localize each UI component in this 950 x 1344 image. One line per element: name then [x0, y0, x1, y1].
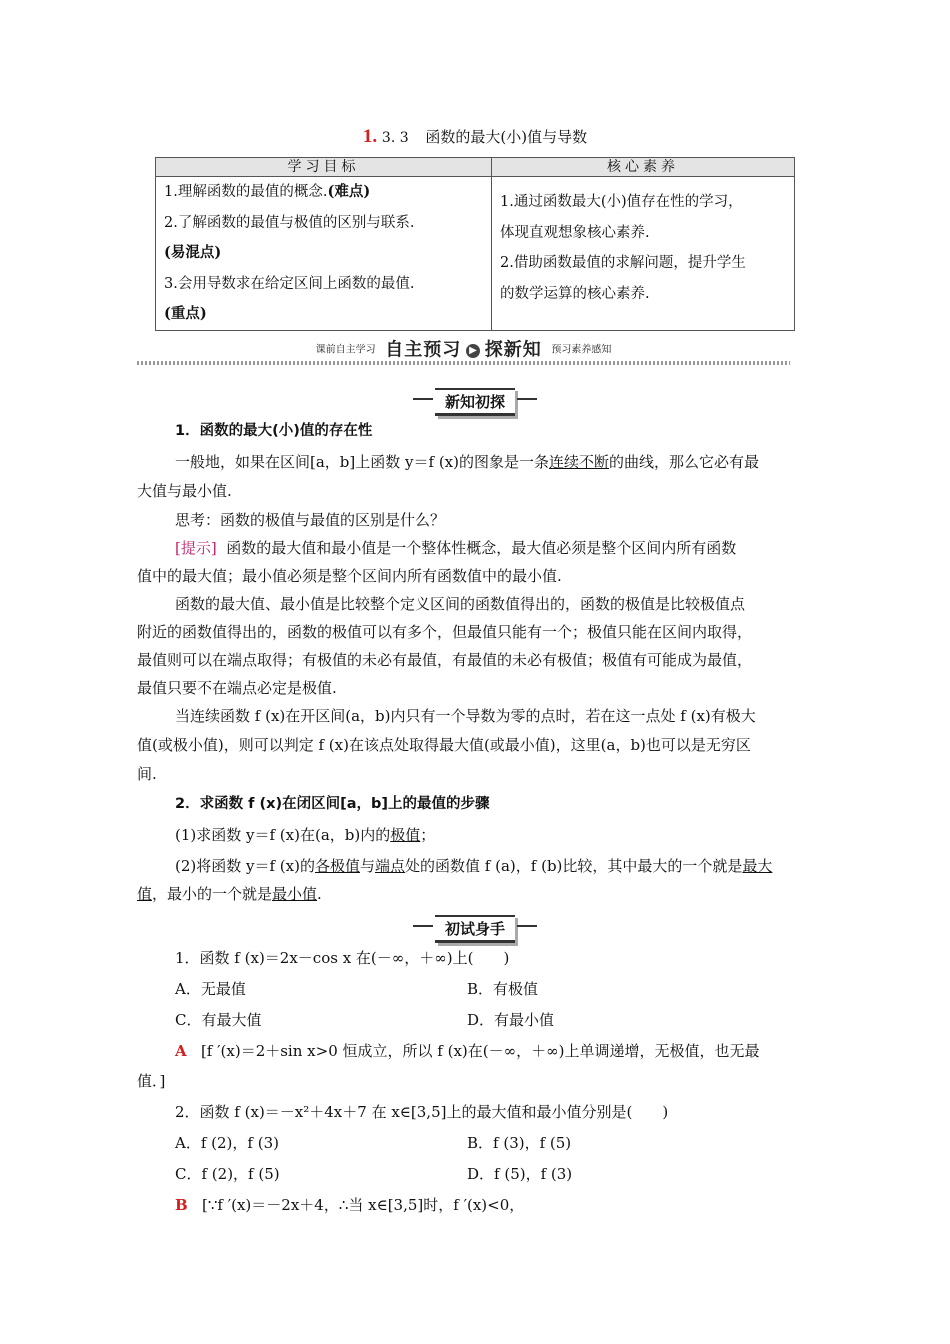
question-1-option-d: D．有最小值 — [467, 1011, 555, 1029]
heading-1: 1．函数的最大(小)值的存在性 — [175, 423, 373, 439]
heading-2: 2．求函数 f (x)在闭区间[a，b]上的最值的步骤 — [175, 796, 490, 812]
banner-title-right: 探新知 — [484, 339, 542, 361]
question-2-option-b: B．f (3)，f (5) — [467, 1134, 572, 1152]
goal-line: (重点) — [164, 305, 207, 322]
core-line: 1.通过函数最大(小)值存在性的学习， — [500, 194, 743, 210]
paragraph-line: 附近的函数值得出的，函数的极值可以有多个，但最值只能有一个；极值只能在区间内取得， — [137, 623, 753, 641]
question-1-option-b: B．有极值 — [467, 980, 539, 998]
goal-line: 1.理解函数的最值的概念.(难点) — [164, 183, 371, 200]
question-2-option-a: A．f (2)，f (3) — [175, 1134, 279, 1152]
core-line: 2.借助函数最值的求解问题，提升学生 — [500, 255, 746, 271]
question-1-explanation: A [f ′(x)＝2＋sin x>0 恒成立，所以 f (x)在(－∞，＋∞)上单调递增，无极值，也无最 — [175, 1042, 760, 1060]
question-1-option-a: A．无最值 — [175, 980, 246, 998]
goals-table — [155, 157, 795, 331]
paragraph-line: 值(或极小值)，则可以判定 f (x)在该点处取得最大值(或最小值)，这里(a，b)也可以是无穷区 — [137, 736, 751, 754]
banner-right-caption: 预习素养感知 — [551, 344, 612, 356]
goal-line: 2.了解函数的最值与极值的区别与联系. — [164, 214, 415, 231]
core-header: 核心素养 — [492, 158, 795, 177]
paragraph-line: 最值只要不在端点必定是极值. — [137, 679, 337, 697]
goal-line: 3.会用导数求在给定区间上函数的最值. — [164, 275, 415, 292]
paragraph-line: 函数的最大值、最小值是比较整个定义区间的函数值得出的，函数的极值是比较极值点 — [175, 595, 746, 613]
core-line: 的数学运算的核心素养. — [500, 285, 650, 302]
paragraph-line: 当连续函数 f (x)在开区间(a，b)内只有一个导数为零的点时，若在这一点处 f (x)有极大 — [175, 707, 756, 725]
question-2-option-d: D．f (5)，f (3) — [467, 1165, 573, 1183]
question-2-answer: B — [175, 1196, 188, 1214]
page-title — [0, 127, 950, 148]
section-tag-new-knowledge: 新知初探 — [0, 388, 950, 416]
banner-dotted-rule — [137, 361, 790, 365]
hint-line: 值中的最大值；最小值必须是整个区间内所有函数值中的最小值. — [137, 567, 562, 585]
paragraph-line: 大值与最小值. — [137, 482, 232, 500]
hint-label: [提示] — [175, 539, 217, 557]
paragraph-line: 间. — [137, 765, 157, 783]
think-question: 思考：函数的极值与最值的区别是什么？ — [175, 511, 446, 529]
arrow-icon: ▶ — [466, 344, 480, 358]
paragraph-line: 最值则可以在端点取得；有极值的未必有最值，有最值的未必有极值；极值有可能成为最值， — [137, 651, 753, 669]
question-2-option-c: C．f (2)，f (5) — [175, 1165, 280, 1183]
goals-cell — [156, 177, 492, 331]
step-line: (2)将函数 y＝f (x)的各极值与端点处的函数值 f (a)，f (b)比较，其中最大的一个就是最大 — [175, 857, 773, 875]
question-1-option-c: C．有最大值 — [175, 1011, 262, 1029]
goals-header: 学习目标 — [156, 158, 492, 177]
section-number: 3. 3 — [381, 130, 409, 146]
goal-line: (易混点) — [164, 244, 222, 261]
chapter-number: 1. — [362, 126, 378, 147]
question-2-explanation: B [∵f ′(x)＝－2x＋4，∴当 x∈[3,5]时，f ′(x)<0， — [175, 1196, 525, 1214]
banner-title-left: 自主预习 — [385, 339, 462, 361]
question-1-stem: 1．函数 f (x)＝2x－cos x 在(－∞，＋∞)上( ) — [175, 949, 510, 967]
banner-left-caption: 课前自主学习 — [315, 344, 376, 356]
title-text: 函数的最大(小)值与导数 — [425, 128, 588, 146]
step-line: (1)求函数 y＝f (x)在(a，b)内的极值； — [175, 826, 436, 844]
section-tag-try: 初试身手 — [0, 915, 950, 943]
paragraph-line: 一般地，如果在区间[a，b]上函数 y＝f (x)的图象是一条连续不断的曲线，那么它必有最 — [175, 453, 760, 471]
question-1-answer: A — [175, 1042, 187, 1060]
core-cell — [492, 177, 795, 331]
question-2-stem: 2．函数 f (x)＝－x²＋4x＋7 在 x∈[3,5]上的最大值和最小值分别是( ) — [175, 1103, 669, 1121]
hint-line: [提示] 函数的最大值和最小值是一个整体性概念，最大值必须是整个区间内所有函数 — [175, 539, 737, 557]
question-1-explanation-end: 值．] — [137, 1072, 166, 1090]
step-line: 值，最小的一个就是最小值. — [137, 885, 322, 903]
core-line: 体现直观想象核心素养. — [500, 224, 650, 241]
section-banner — [137, 339, 790, 367]
